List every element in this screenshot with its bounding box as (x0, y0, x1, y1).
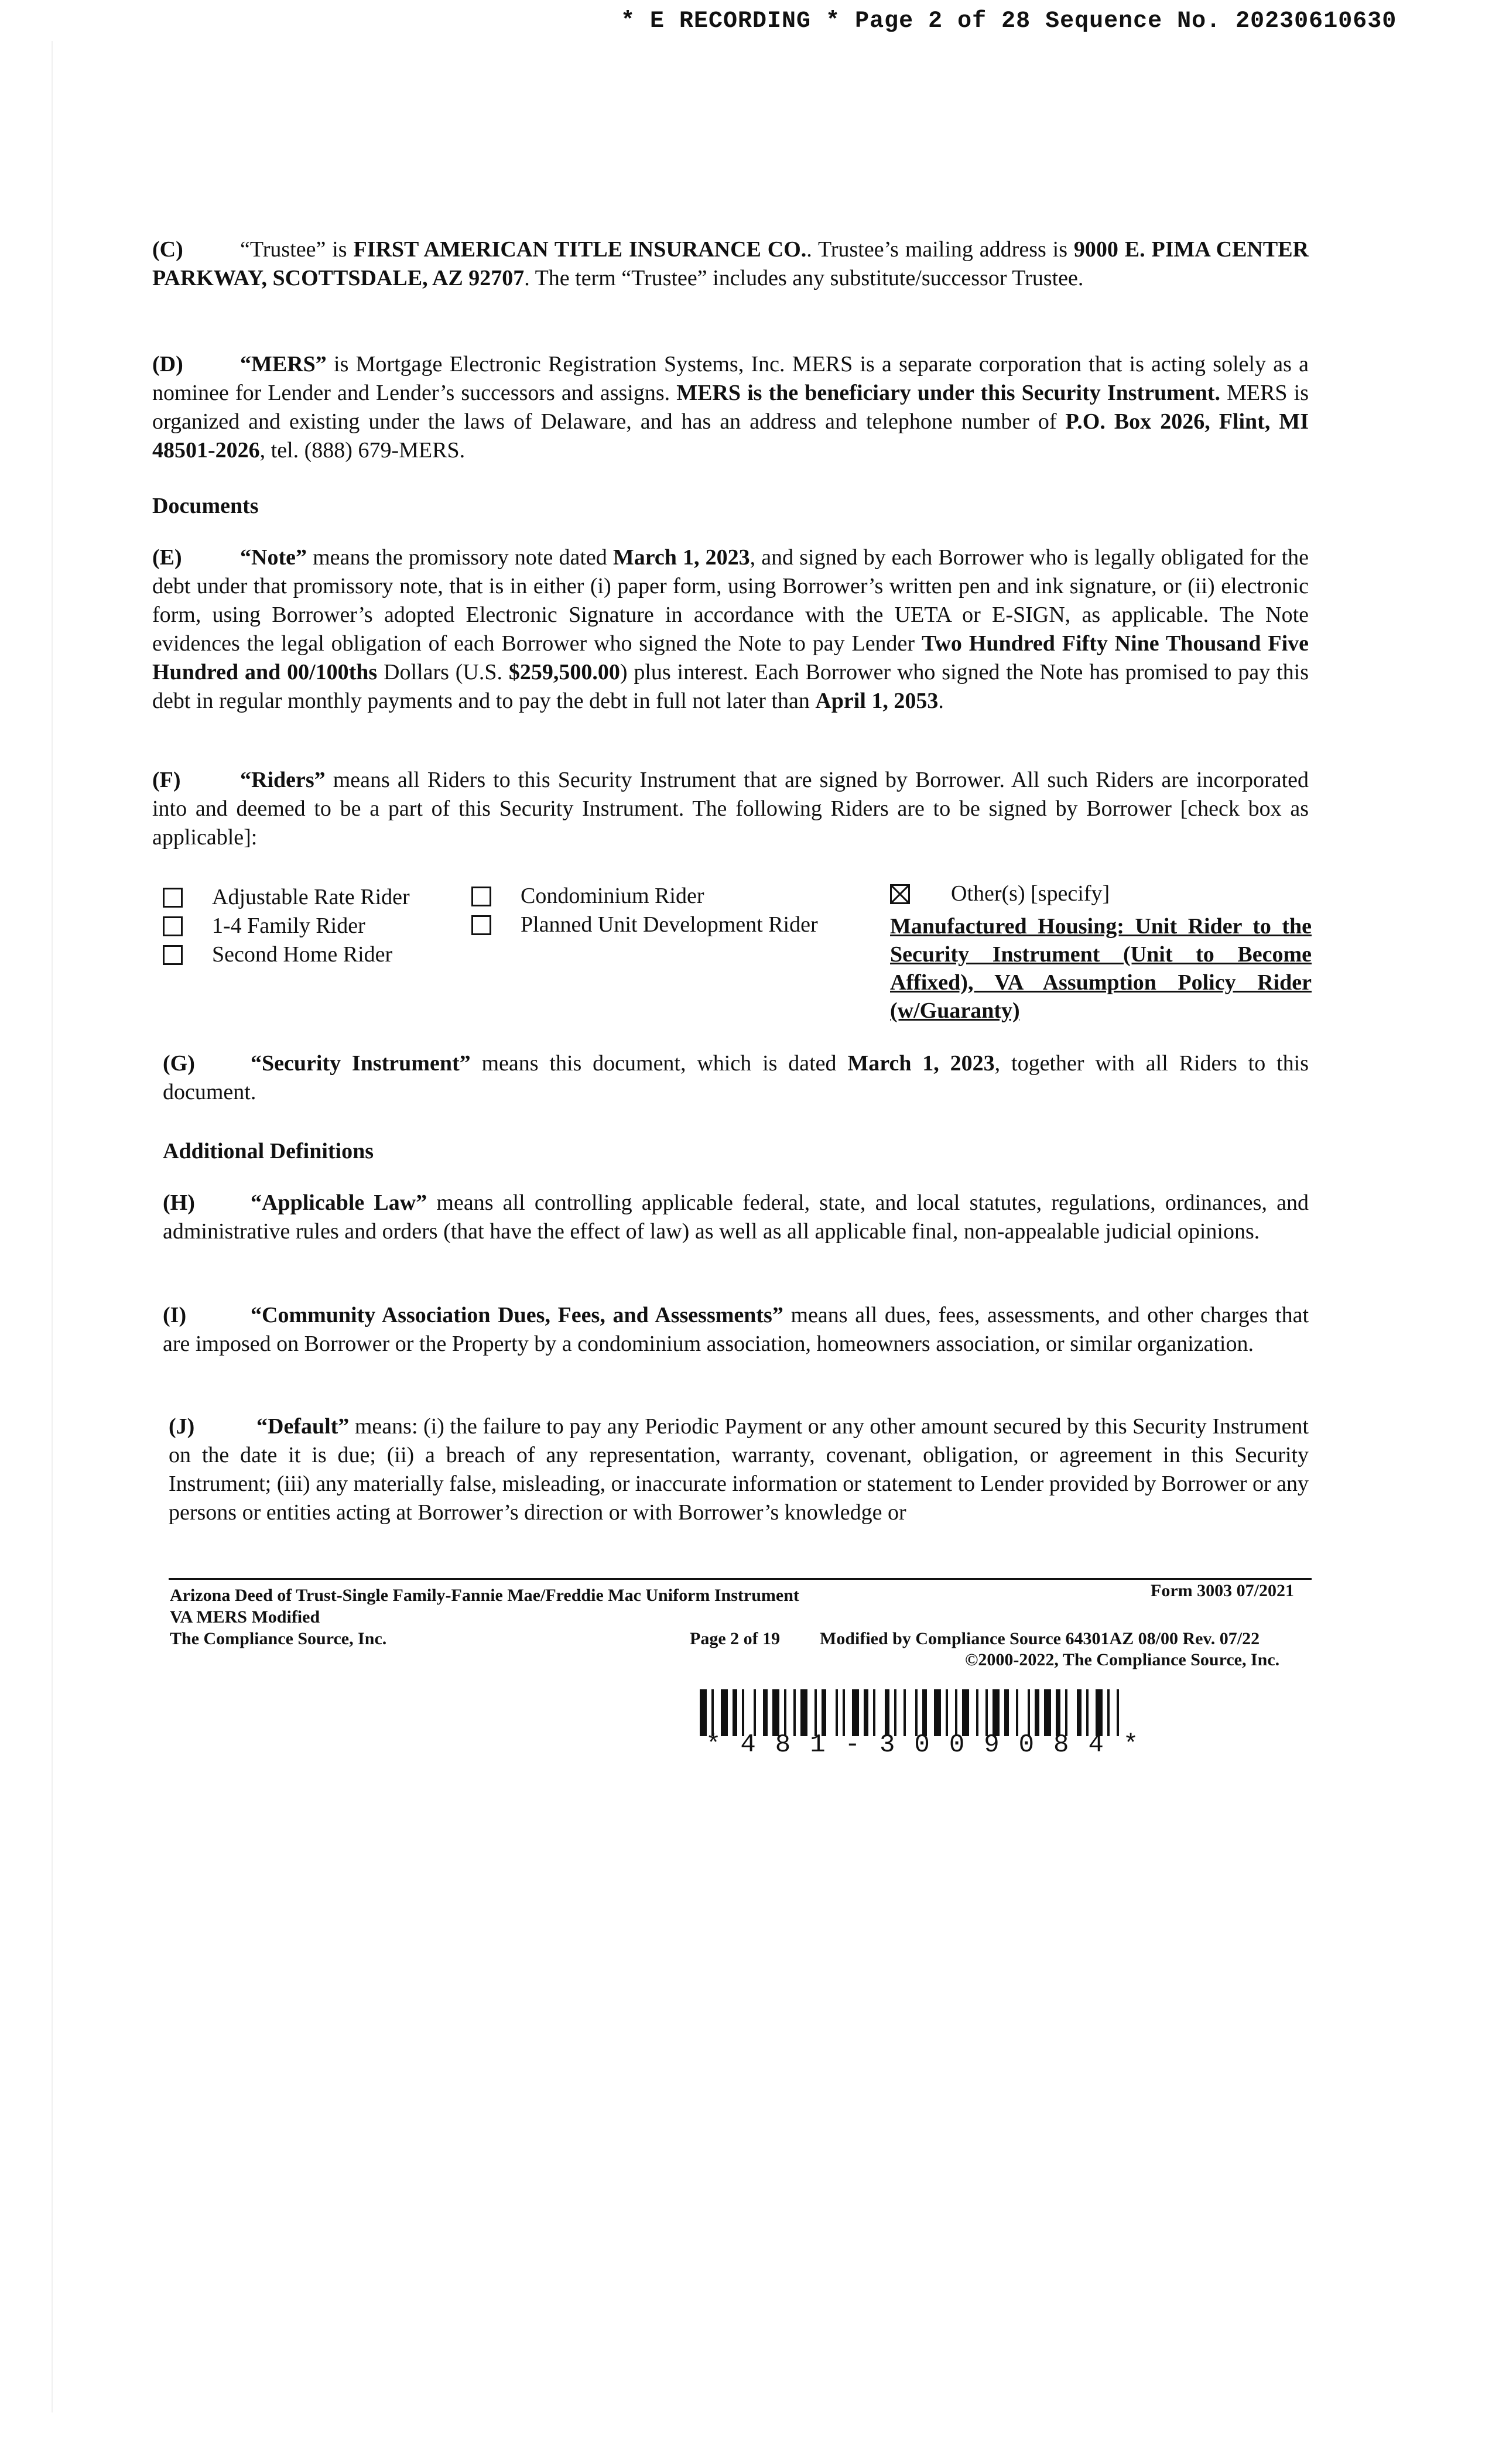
section-letter: (D) (152, 352, 183, 377)
barcode-bar (843, 1689, 845, 1736)
section-h-applicable-law: (H) “Applicable Law” means all controlling applicable federal, state, and local statutes, regulations, ordinances, and administrative rules and orders (that have the effect of law) as well as all applicable final, non-appealable judicial opinions. (163, 1189, 1309, 1246)
barcode-bar (800, 1689, 807, 1736)
condominium-checkbox[interactable] (471, 887, 491, 906)
family-1-4-checkbox[interactable] (163, 916, 183, 936)
other-checkbox-checked[interactable] (890, 884, 910, 904)
section-c-trustee: (C) “Trustee” is FIRST AMERICAN TITLE INSURANCE CO.. Trustee’s mailing address is 9000 E. PIMA CENTER PARKWAY, SCOTTSDALE, AZ 92707. The term “Trustee” includes any substitute/successor Trustee. (152, 235, 1309, 293)
rider-1-4-family: 1-4 Family Rider (163, 912, 365, 940)
barcode-bar (894, 1689, 896, 1736)
footer-modified: VA MERS Modified (170, 1607, 320, 1627)
section-letter: (E) (152, 545, 182, 570)
barcode-bar (1096, 1689, 1103, 1736)
barcode-bar (1086, 1689, 1089, 1736)
planned-unit-checkbox[interactable] (471, 915, 491, 935)
scan-margin-line (52, 41, 53, 2412)
section-letter: (H) (163, 1190, 195, 1215)
barcode-bar (934, 1689, 941, 1736)
footer-form-title: Arizona Deed of Trust-Single Family-Fannie Mae/Freddie Mac Uniform Instrument (170, 1586, 799, 1605)
barcode-bar (793, 1689, 796, 1736)
section-f-riders: (F) “Riders” means all Riders to this Security Instrument that are signed by Borrower. All such Riders are incorporated into and deemed to be a part of this Security Instrument. The following Riders are to be signed by Borrower [check box as applicable]: (152, 766, 1309, 852)
barcode-bar (822, 1689, 826, 1736)
barcode-bar (852, 1689, 859, 1736)
barcode-bar (955, 1689, 957, 1736)
barcode-bar (1056, 1689, 1060, 1736)
barcode-bar (754, 1689, 756, 1736)
footer-form-number: Form 3003 07/2021 (1151, 1581, 1294, 1600)
adjustable-rate-checkbox[interactable] (163, 888, 183, 908)
barcode-bar (976, 1689, 978, 1736)
barcode-bar (1004, 1689, 1009, 1736)
barcode-bar (885, 1689, 889, 1736)
rider-second-home: Second Home Rider (163, 940, 392, 969)
barcode-bar (922, 1689, 927, 1736)
barcode-bar (946, 1689, 948, 1736)
barcode-bar (1117, 1689, 1119, 1736)
barcode-bar (814, 1689, 817, 1736)
section-g-security-instrument: (G) “Security Instrument” means this document, which is dated March 1, 2023, together with all Riders to this document. (163, 1049, 1309, 1107)
second-home-checkbox[interactable] (163, 945, 183, 965)
barcode-bar (1035, 1689, 1039, 1736)
barcode-bar (836, 1689, 838, 1736)
barcode-bar (772, 1689, 779, 1736)
barcode-bar (784, 1689, 786, 1736)
rider-planned-unit: Planned Unit Development Rider (471, 911, 818, 939)
barcode-bar (742, 1689, 744, 1736)
additional-definitions-heading: Additional Definitions (163, 1139, 374, 1163)
footer-company: The Compliance Source, Inc. (170, 1629, 387, 1648)
barcode-bar (1065, 1689, 1067, 1736)
section-letter: (I) (163, 1303, 187, 1327)
footer-page-number: Page 2 of 19 (690, 1629, 781, 1648)
barcode-image (700, 1689, 1312, 1736)
barcode-bar (985, 1689, 988, 1736)
documents-heading: Documents (152, 494, 259, 518)
footer-copyright: ©2000-2022, The Compliance Source, Inc. (965, 1650, 1280, 1669)
section-letter: (C) (152, 237, 183, 262)
barcode-bar (733, 1689, 737, 1736)
barcode-bar (1107, 1689, 1110, 1736)
barcode-bar (1028, 1689, 1030, 1736)
section-j-default: (J) “Default” means: (i) the failure to pay any Periodic Payment or any other amount secured by this Security Instrument on the date it is due; (ii) a breach of any representation, warranty, covenant, obligation, or agreement in this Security Instrument; (iii) any materially false, misleading, or inaccurate information or statement to Lender provided by Borrower or any persons or entities acting at Borrower’s direction or with Borrower’s knowledge or (169, 1412, 1309, 1527)
barcode-bar (1077, 1689, 1082, 1736)
barcode-bar (962, 1689, 969, 1736)
barcode-bar (721, 1689, 728, 1736)
section-i-association-dues: (I) “Community Association Dues, Fees, and Assessments” means all dues, fees, assessments, and other charges that are imposed on Borrower or the Property by a condominium association, homeowners association, or similar organization. (163, 1301, 1309, 1358)
barcode-bar (873, 1689, 875, 1736)
barcode-bar (903, 1689, 906, 1736)
barcode-bar (763, 1689, 768, 1736)
section-letter: (F) (152, 768, 181, 792)
barcode-text: *481-3009084* (706, 1730, 1158, 1760)
barcode-bar (1016, 1689, 1018, 1736)
rider-condominium: Condominium Rider (471, 882, 704, 911)
rider-adjustable-rate: Adjustable Rate Rider (163, 883, 410, 912)
barcode-bar (700, 1689, 707, 1736)
section-d-mers: (D) “MERS” is Mortgage Electronic Registration Systems, Inc. MERS is a separate corporation that is acting solely as a nominee for Lender and Lender’s successors and assigns. MERS is the beneficiary under this Security Instrument. MERS is organized and existing under the laws of Delaware, and has an address and telephone number of P.O. Box 2026, Flint, MI 48501-2026, tel. (888) 679-MERS. (152, 350, 1309, 465)
barcode-bar (1044, 1689, 1051, 1736)
footer-rule (169, 1578, 1312, 1580)
footer-modified-by: Modified by Compliance Source 64301AZ 08/00 Rev. 07/22 (820, 1629, 1260, 1648)
other-rider-specification: Manufactured Housing: Unit Rider to the Security Instrument (Unit to Become Affixed), VA Assumption Policy Rider (w/Guaranty) (890, 914, 1312, 1023)
barcode-bar (915, 1689, 918, 1736)
section-letter: (J) (169, 1414, 195, 1439)
barcode-bar (864, 1689, 868, 1736)
barcode-bar (711, 1689, 714, 1736)
rider-other: Other(s) [specify] (890, 879, 1110, 908)
section-letter: (G) (163, 1051, 195, 1076)
barcode-bar (993, 1689, 1000, 1736)
section-e-note: (E) “Note” means the promissory note dated March 1, 2023, and signed by each Borrower who is legally obligated for the debt under that promissory note, that is in either (i) paper form, using Borrower’s written pen and ink signature, or (ii) electronic form, using Borrower’s adopted Electronic Signature in accordance with the UETA or E-SIGN, as applicable. The Note evidences the legal obligation of each Borrower who signed the Note to pay Lender Two Hundred Fifty Nine Thousand Five Hundred and 00/100ths Dollars (U.S. $259,500.00) plus interest. Each Borrower who signed the Note has promised to pay this debt in regular monthly payments and to pay the debt in full not later than April 1, 2053. (152, 543, 1309, 716)
recording-stamp: * E RECORDING * Page 2 of 28 Sequence No. 20230610630 (621, 8, 1397, 35)
